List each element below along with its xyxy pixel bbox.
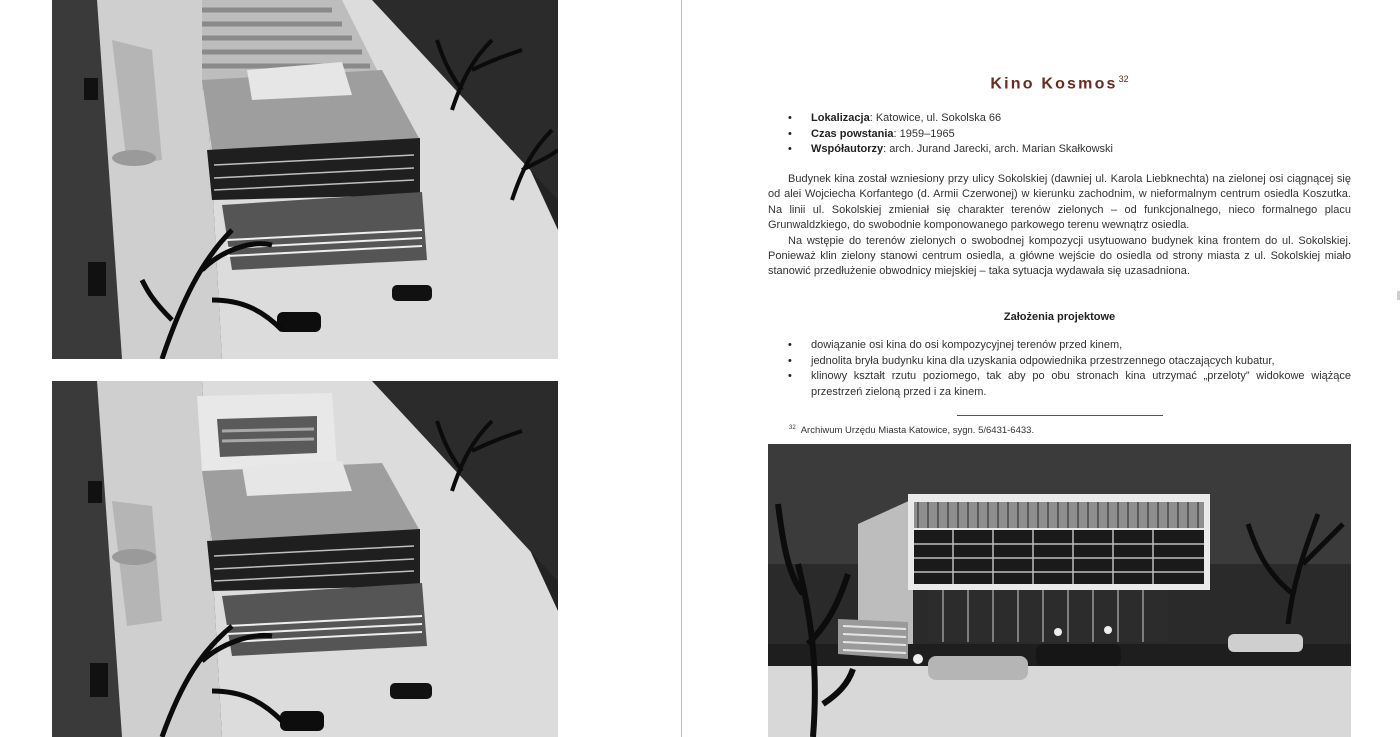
footnote-separator (957, 415, 1163, 416)
footnote (789, 425, 1034, 436)
fact-label: Czas powstania (811, 127, 894, 140)
body-paragraph: Budynek kina został wzniesiony przy ulicy Sokolskiej (dawniej ul. Karola Liebknechta) na zielonej osi ciągnącej się od alei Wojciecha Korfantego (d. Armii Czerwonej) w kierunku zachodnim, w nieformalnym centrum osiedla Koszutka. Na linii ul. Sokolskiej zmieniał się charakter terenów zielonych – od funkcjonalnego, nieco formalnego placu Grunwaldzkiego, do swobodnie komponowanego parkowego terenu wewnątrz osiedla. (768, 173, 1351, 232)
left-page (0, 0, 681, 737)
model-photo-aerial-bottom (52, 381, 558, 737)
facts-list (788, 111, 1353, 158)
title-footnote-ref: 32 (1118, 74, 1129, 84)
assumption-item: • jednolita bryła budynku kina dla uzyskania odpowiednika przestrzennego otaczających kubatur, (788, 354, 1351, 370)
body-paragraph: Na wstępie do terenów zielonych o swobodnej kompozycji usytuowano budynek kina frontem do ul. Sokolskiej. Ponieważ klin zielony stanowi centrum osiedla, a główne wejście do osiedla od strony miasta z ul. Sokolskiej miało stanowić przedłużenie obwodnicy miejskiej – taka sytuacja wydawała się uzasadniona. (768, 234, 1351, 278)
fact-label: Współautorzy (811, 143, 884, 155)
chapter-title-text: Kino Kosmos (990, 75, 1118, 93)
fact-label: Lokalizacja (811, 112, 870, 124)
fact-value: : Katowice, ul. Sokolska 66 (869, 112, 1002, 124)
assumptions-list (788, 338, 1351, 400)
body-text (768, 172, 1351, 280)
assumption-item: • klinowy kształt rzutu poziomego, tak aby po obu stronach kina utrzymać „przeloty” widokowe wiążące przestrzeń zieloną przed i za kinem. (788, 369, 1351, 400)
section-heading: Założenia projektowe (1003, 311, 1116, 323)
fact-co-authors (788, 142, 1353, 158)
model-photo-front (768, 444, 1351, 737)
chapter-title (682, 74, 1400, 93)
model-photo-aerial-top (52, 0, 558, 359)
footnote-text: Archiwum Urzędu Miasta Katowice, sygn. 5/6431-6433. (800, 425, 1035, 437)
fact-value: : 1959–1965 (893, 127, 955, 140)
fact-location (788, 111, 1353, 127)
assumption-item: • dowiązanie osi kina do osi kompozycyjnej terenów przed kinem, (788, 338, 1351, 354)
footnote-number: 32 (789, 425, 796, 431)
fact-value: : arch. Jurand Jarecki, arch. Marian Skałkowski (883, 143, 1113, 155)
fact-construction-period (788, 127, 1353, 143)
